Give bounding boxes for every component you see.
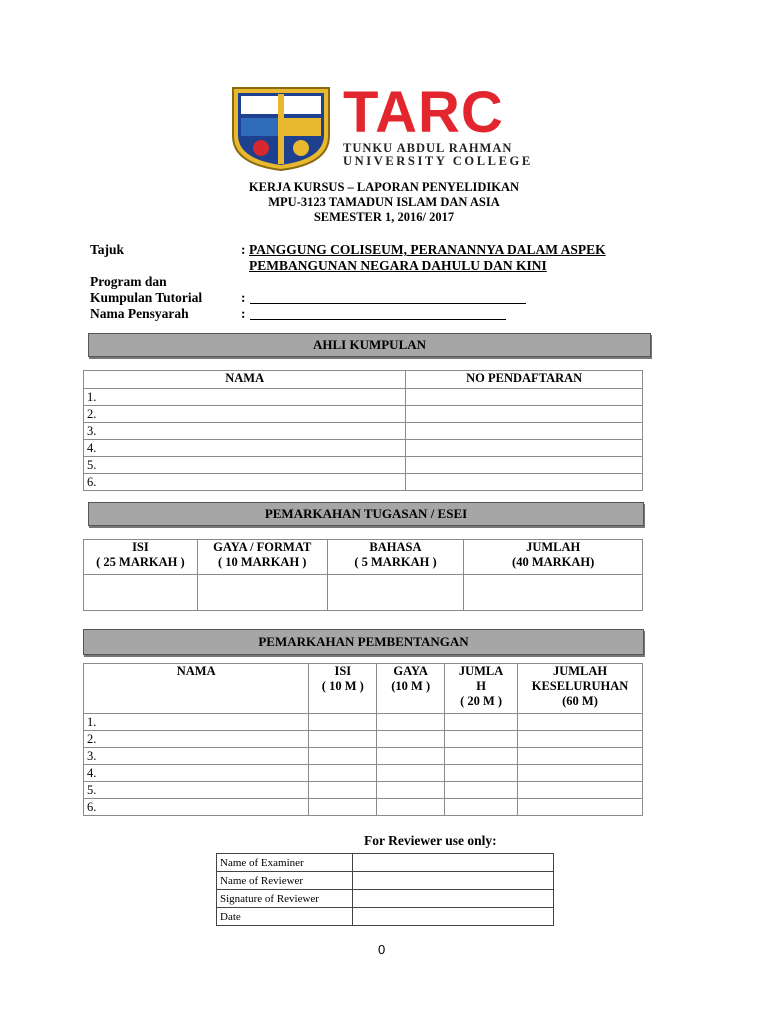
pensyarah-label: Nama Pensyarah (90, 306, 189, 321)
logo-line-1: TUNKU ABDUL RAHMAN (343, 141, 513, 155)
col-no-pendaftaran: NO PENDAFTARAN (406, 371, 643, 389)
table-cell[interactable] (445, 714, 518, 731)
table-cell[interactable] (377, 748, 445, 765)
table-cell[interactable] (445, 782, 518, 799)
title-line-2: MPU-3123 TAMADUN ISLAM DAN ASIA (268, 195, 500, 209)
table-cell[interactable] (406, 423, 643, 440)
table-cell[interactable] (377, 714, 445, 731)
col-nama: NAMA (84, 664, 309, 714)
table-row: 3. (84, 748, 309, 765)
tajuk-colon: : (241, 242, 246, 257)
pensyarah-colon: : (241, 306, 246, 321)
reviewer-cell[interactable] (352, 872, 553, 890)
table-row: 6. (84, 474, 406, 491)
pemarkahan-tugasan-bar: PEMARKAHAN TUGASAN / ESEI (88, 502, 644, 526)
crest-logo-icon (231, 86, 331, 172)
table-cell[interactable] (377, 765, 445, 782)
table-cell[interactable] (518, 748, 643, 765)
col-gaya: GAYA (10 M ) (377, 664, 445, 714)
table-cell[interactable] (327, 575, 464, 611)
table-cell[interactable] (406, 457, 643, 474)
col-nama: NAMA (84, 371, 406, 389)
reviewer-row-label: Name of Examiner (217, 854, 353, 872)
table-row: 6. (84, 799, 309, 816)
table-cell[interactable] (309, 748, 377, 765)
col-bahasa: BAHASA ( 5 MARKAH ) (327, 540, 464, 575)
table-cell[interactable] (518, 799, 643, 816)
col-isi: ISI ( 25 MARKAH ) (84, 540, 198, 575)
table-cell[interactable] (309, 799, 377, 816)
table-cell[interactable] (464, 575, 643, 611)
logo-brand: TARC (343, 80, 504, 145)
table-cell[interactable] (445, 765, 518, 782)
reviewer-heading: For Reviewer use only: (364, 833, 497, 848)
col-jumlah-keseluruhan: JUMLAH KESELURUHAN (60 M) (518, 664, 643, 714)
program-label-2: Kumpulan Tutorial (90, 290, 203, 305)
table-cell[interactable] (377, 731, 445, 748)
table-cell[interactable] (197, 575, 327, 611)
col-isi: ISI ( 10 M ) (309, 664, 377, 714)
tajuk-label: Tajuk (90, 242, 125, 257)
table-cell[interactable] (406, 440, 643, 457)
table-cell[interactable] (377, 782, 445, 799)
col-jumlah: JUMLA H ( 20 M ) (445, 664, 518, 714)
table-row: 2. (84, 406, 406, 423)
ahli-table (83, 370, 643, 491)
tajuk-value-line-1: PANGGUNG COLISEUM, PERANANNYA DALAM ASPEK (249, 242, 606, 257)
col-jumlah: JUMLAH (40 MARKAH) (464, 540, 643, 575)
table-cell[interactable] (406, 389, 643, 406)
table-cell[interactable] (309, 782, 377, 799)
pembentangan-table (83, 663, 643, 816)
reviewer-row-label: Signature of Reviewer (217, 890, 353, 908)
reviewer-row-label: Name of Reviewer (217, 872, 353, 890)
reviewer-cell[interactable] (352, 854, 553, 872)
table-row: 2. (84, 731, 309, 748)
col-gaya-format: GAYA / FORMAT ( 10 MARKAH ) (197, 540, 327, 575)
program-colon: : (241, 290, 246, 305)
pensyarah-blank-line (250, 319, 506, 320)
reviewer-cell[interactable] (352, 908, 553, 926)
table-row: 4. (84, 440, 406, 457)
table-cell[interactable] (518, 731, 643, 748)
reviewer-table (216, 853, 554, 926)
table-cell[interactable] (518, 782, 643, 799)
pemarkahan-pembentangan-bar: PEMARKAHAN PEMBENTANGAN (83, 629, 644, 655)
tajuk-value-line-2: PEMBANGUNAN NEGARA DAHULU DAN KINI (249, 258, 547, 273)
table-row: 5. (84, 782, 309, 799)
table-cell[interactable] (309, 731, 377, 748)
table-cell[interactable] (445, 731, 518, 748)
table-cell[interactable] (406, 406, 643, 423)
reviewer-cell[interactable] (352, 890, 553, 908)
ahli-kumpulan-bar: AHLI KUMPULAN (88, 333, 651, 357)
logo-line-2: UNIVERSITY COLLEGE (343, 154, 533, 168)
table-row: 1. (84, 389, 406, 406)
table-cell[interactable] (309, 714, 377, 731)
table-row: 5. (84, 457, 406, 474)
table-cell[interactable] (518, 765, 643, 782)
table-cell[interactable] (84, 575, 198, 611)
table-cell[interactable] (377, 799, 445, 816)
program-blank-line (250, 303, 526, 304)
table-cell[interactable] (445, 748, 518, 765)
reviewer-row-label: Date (217, 908, 353, 926)
logo-wordmark (343, 80, 543, 168)
table-row: 4. (84, 765, 309, 782)
page-number: 0 (378, 942, 386, 957)
table-cell[interactable] (406, 474, 643, 491)
table-cell[interactable] (518, 714, 643, 731)
table-row: 3. (84, 423, 406, 440)
title-line-1: KERJA KURSUS – LAPORAN PENYELIDIKAN (248, 180, 520, 194)
title-line-3: SEMESTER 1, 2016/ 2017 (313, 210, 455, 224)
tugasan-table (83, 539, 643, 611)
program-label-1: Program dan (90, 274, 167, 289)
table-row: 1. (84, 714, 309, 731)
table-cell[interactable] (445, 799, 518, 816)
table-cell[interactable] (309, 765, 377, 782)
